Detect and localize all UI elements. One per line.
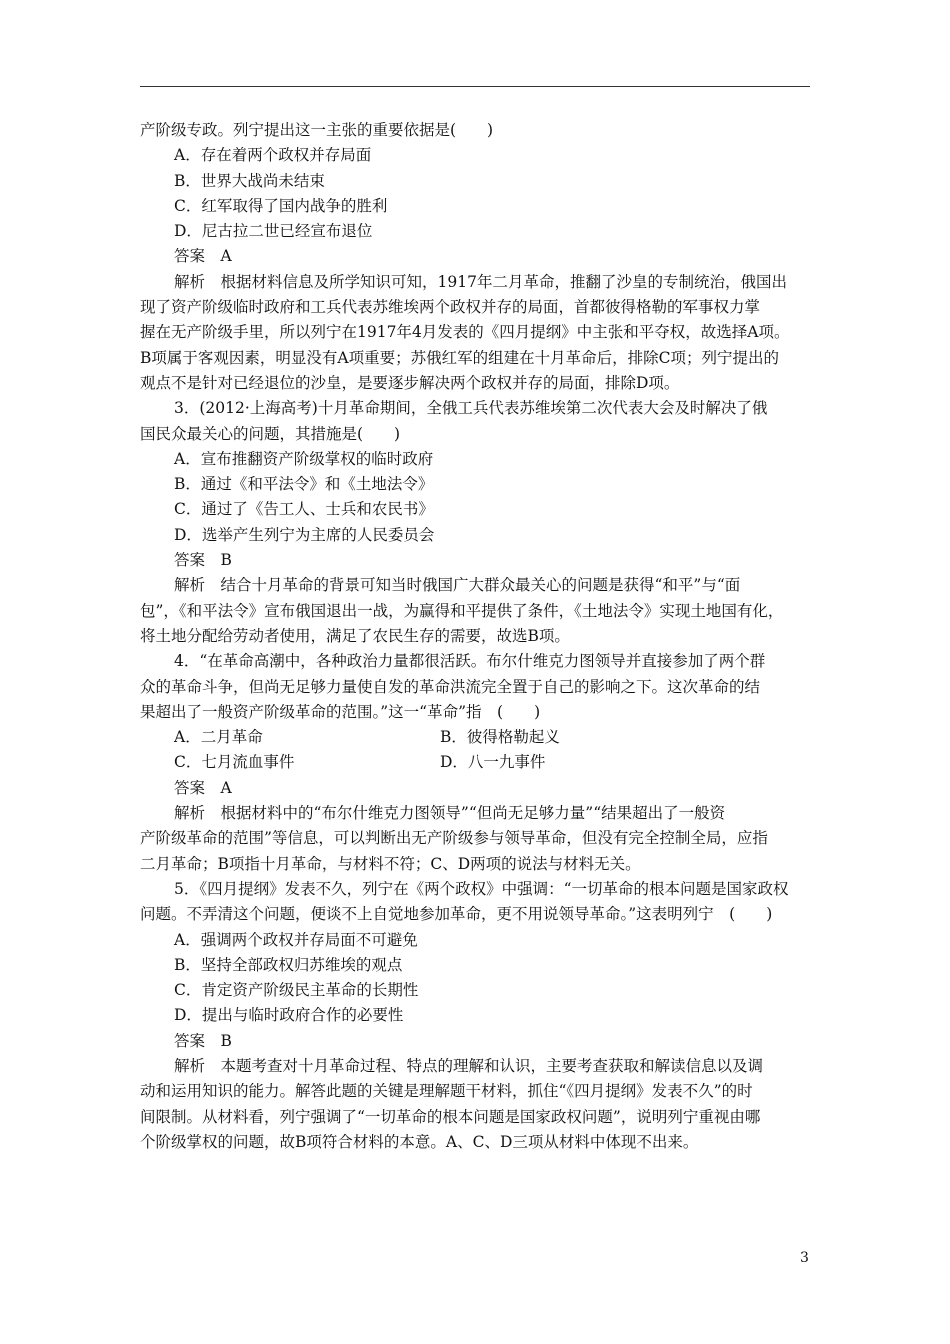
text-line: 解析 根据材料中的“布尔什维克力图领导”“但尚无足够力量”“结果超出了一般资 xyxy=(174,804,726,823)
option-text: B．彼得格勒起义 xyxy=(440,728,560,747)
text-line: 动和运用知识的能力。解答此题的关键是理解题干材料，抓住“《四月提纲》发表不久”的时 xyxy=(140,1082,753,1101)
text-line: 答案 B xyxy=(174,1031,232,1050)
option-text: D．八一九事件 xyxy=(440,753,546,772)
text-line: D．尼古拉二世已经宣布退位 xyxy=(174,222,373,241)
text-line: D．选举产生列宁为主席的人民委员会 xyxy=(174,525,435,544)
text-line: C．红军取得了国内战争的胜利 xyxy=(174,196,388,215)
text-line: 果超出了一般资产阶级革命的范围。”这一“革命”指 ( ) xyxy=(140,702,541,721)
text-line: 解析 根据材料信息及所学知识可知，1917年二月革命，推翻了沙皇的专制统治，俄国出 xyxy=(174,272,787,291)
text-line: 个阶级掌权的问题，故B项符合材料的本意。A、C、D三项从材料中体现不出来。 xyxy=(140,1132,699,1151)
text-line: 观点不是针对已经退位的沙皇，是要逐步解决两个政权并存的局面，排除D项。 xyxy=(140,373,680,392)
text-line: 握在无产阶级手里，所以列宁在1917年4月发表的《四月提纲》中主张和平夺权，故选择A项。 xyxy=(140,323,790,342)
text-line: 问题。不弄清这个问题，便谈不上自觉地参加革命，更不用说领导革命。”这表明列宁 ( ) xyxy=(140,905,773,924)
text-line: A．强调两个政权并存局面不可避免 xyxy=(174,930,418,949)
text-line: B．世界大战尚未结束 xyxy=(174,171,325,190)
text-line: 解析 本题考查对十月革命过程、特点的理解和认识，主要考查获取和解读信息以及调 xyxy=(174,1056,764,1075)
text-line: A．存在着两个政权并存局面 xyxy=(174,146,372,165)
text-line: 3．(2012·上海高考)十月革命期间，全俄工兵代表苏维埃第二次代表大会及时解决了俄 xyxy=(174,399,768,418)
text-line: 二月革命；B项指十月革命，与材料不符；C、D两项的说法与材料无关。 xyxy=(140,854,641,873)
document-body xyxy=(140,118,812,1155)
option-row xyxy=(140,750,812,775)
text-line: 国民众最关心的问题，其措施是( ) xyxy=(140,424,401,443)
text-line: 答案 B xyxy=(174,551,232,570)
option-text: C．七月流血事件 xyxy=(174,753,295,772)
text-line: 4．“在革命高潮中，各种政治力量都很活跃。布尔什维克力图领导并直接参加了两个群 xyxy=(174,652,766,671)
text-line: 众的革命斗争，但尚无足够力量使自发的革命洪流完全置于自己的影响之下。这次革命的结 xyxy=(140,677,761,696)
text-line: C．肯定资产阶级民主革命的长期性 xyxy=(174,981,419,1000)
option-row xyxy=(140,725,812,750)
text-line: B项属于客观因素，明显没有A项重要；苏俄红军的组建在十月革命后，排除C项；列宁提出的 xyxy=(140,348,779,367)
text-line: B．通过《和平法令》和《土地法令》 xyxy=(174,475,434,494)
text-line: 答案 A xyxy=(174,247,232,266)
page-number: 3 xyxy=(800,1250,809,1266)
text-line: B．坚持全部政权归苏维埃的观点 xyxy=(174,955,403,974)
header-rule xyxy=(140,86,810,87)
text-line: 现了资产阶级临时政府和工兵代表苏维埃两个政权并存的局面，首都彼得格勒的军事权力掌 xyxy=(140,298,761,317)
text-line: 产阶级专政。列宁提出这一主张的重要依据是( ) xyxy=(140,121,494,139)
text-line: 解析 结合十月革命的背景可知当时俄国广大群众最关心的问题是获得“和平”与“面 xyxy=(174,576,741,595)
text-line: 间限制。从材料看，列宁强调了“一切革命的根本问题是国家政权问题”，说明列宁重视由哪 xyxy=(140,1107,761,1126)
text-line: C．通过了《告工人、士兵和农民书》 xyxy=(174,500,434,519)
text-line: A．宣布推翻资产阶级掌权的临时政府 xyxy=(174,449,434,468)
text-line: D．提出与临时政府合作的必要性 xyxy=(174,1006,404,1025)
text-line: 5．《四月提纲》发表不久，列宁在《两个政权》中强调：“一切革命的根本问题是国家政权 xyxy=(174,879,789,898)
text-line: 包”，《和平法令》宣布俄国退出一战，为赢得和平提供了条件，《土地法令》实现土地国有化， xyxy=(140,601,784,620)
text-line: 将土地分配给劳动者使用，满足了农民生存的需要，故选B项。 xyxy=(140,626,570,645)
option-text: A．二月革命 xyxy=(174,728,263,747)
text-line: 答案 A xyxy=(174,778,232,797)
text-line: 产阶级革命的范围”等信息，可以判断出无产阶级参与领导革命，但没有完全控制全局，应指 xyxy=(140,829,768,848)
